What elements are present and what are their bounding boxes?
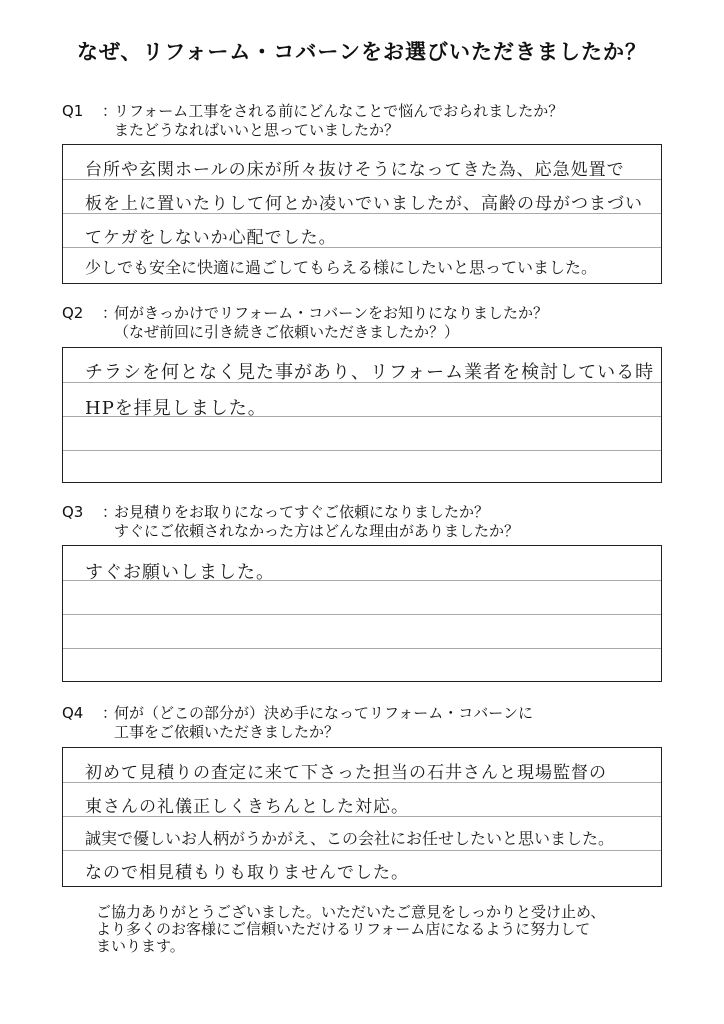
handwritten-answer-line: チラシを何となく見た事があり、リフォーム業者を検討している時	[85, 362, 655, 383]
question-text-line2: （なぜ前回に引き続きご依頼いただきましたか？）	[114, 323, 460, 341]
question-text-line2: すぐにご依頼されなかった方はどんな理由がありましたか？	[114, 522, 520, 540]
question-label: Q2	[62, 304, 84, 322]
ruled-line	[63, 450, 661, 451]
question-label: Q4	[62, 704, 84, 722]
closing-line: まいります。	[96, 937, 185, 955]
question-4	[62, 704, 533, 742]
closing-message	[96, 904, 605, 955]
question-text-line2: またどうなればいいと思っていましたか？	[114, 121, 400, 139]
question-separator: ：	[102, 102, 118, 120]
question-separator: ：	[102, 704, 118, 722]
handwritten-answer-line: てケガをしないか心配でした。	[85, 228, 337, 248]
handwritten-answer-line: 少しでも安全に快適に過ごしてもらえる様にしたいと思っていました。	[85, 258, 598, 277]
ruled-line	[63, 850, 661, 851]
question-text-line1: 何が（どこの部分が）決め手になってリフォーム・コバーンに	[114, 704, 533, 722]
question-label: Q3	[62, 503, 84, 521]
question-separator: ：	[102, 503, 118, 521]
handwritten-answer-line: なので相見積もりも取りませんでした。	[85, 863, 409, 883]
handwritten-answer-line: 初めて見積りの査定に来て下さった担当の石井さんと現場監督の	[85, 763, 607, 783]
answer-box-3	[62, 545, 662, 682]
question-1	[62, 102, 563, 140]
question-2	[62, 304, 548, 342]
question-separator: ：	[102, 304, 118, 322]
handwritten-answer-line: 誠実で優しいお人柄がうかがえ、この会社にお任せしたいと思いました。	[85, 829, 614, 848]
question-text-line1: リフォーム工事をされる前にどんなことで悩んでおられましたか？	[114, 102, 564, 120]
handwritten-answer-line: 東さんの礼儀正しくきちんとした対応。	[85, 797, 409, 817]
handwritten-answer-line: HPを拝見しました。	[85, 398, 267, 419]
question-label: Q1	[62, 102, 84, 120]
question-text-line2: 工事をご依頼いただきましたか？	[114, 723, 340, 741]
answer-box-2	[62, 347, 662, 483]
answer-box-4	[62, 747, 662, 887]
closing-line: ご協力ありがとうございました。いただいたご意見をしっかりと受け止め、	[96, 903, 606, 921]
handwritten-answer-line: すぐお願いしました。	[85, 562, 275, 583]
closing-line: より多くのお客様にご信頼いただけるリフォーム店になるように努力して	[96, 920, 591, 938]
survey-title: なぜ、リフォーム・コバーンをお選びいただきましたか？	[77, 40, 647, 64]
question-text-line1: お見積りをお取りになってすぐご依頼になりましたか？	[114, 503, 490, 521]
ruled-line	[63, 648, 661, 649]
ruled-line	[63, 614, 661, 615]
answer-box-1	[62, 144, 662, 284]
question-3	[62, 503, 519, 541]
handwritten-answer-line: 台所や玄関ホールの床が所々抜けそうになってきた為、応急処置で	[85, 160, 625, 180]
handwritten-answer-line: 板を上に置いたりして何とか凌いでいましたが、高齢の母がつまづい	[85, 194, 643, 214]
question-text-line1: 何がきっかけでリフォーム・コバーンをお知りになりましたか？	[114, 304, 548, 322]
